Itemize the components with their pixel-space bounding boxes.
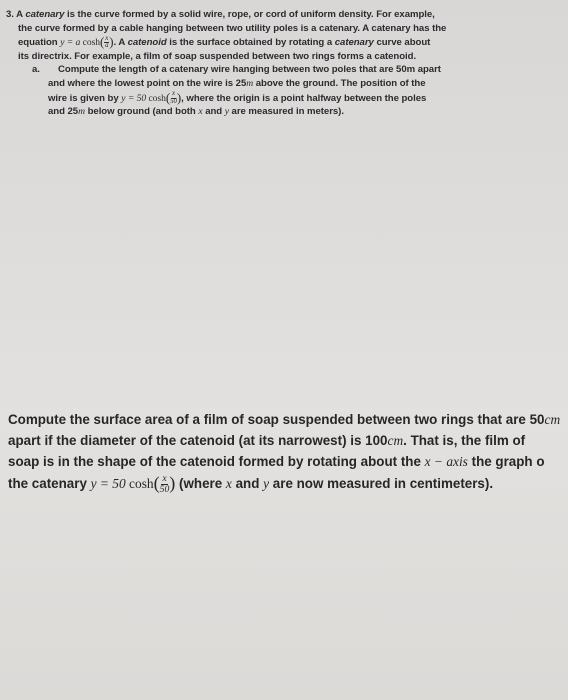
- unit-centimeters: cm: [387, 433, 404, 449]
- part-a-text: Compute the length of a catenary wire hanging between two poles that are 50m apart: [58, 64, 441, 76]
- equation-wire: y = 50: [121, 92, 147, 104]
- part-b-line-3: [8, 451, 568, 472]
- part-b-text: Compute the surface area of a film of soap suspended between two rings that are 50: [8, 412, 545, 427]
- fraction-numerator: x: [171, 89, 175, 97]
- part-b-text: soap is in the shape of the catenoid formed by rotating about the: [8, 454, 425, 470]
- part-a-text: and 25: [48, 106, 79, 118]
- fraction-denominator: a: [105, 42, 109, 50]
- part-a-line-4: [6, 105, 546, 119]
- part-a-label: a.: [32, 64, 40, 76]
- part-a-text: and: [202, 106, 225, 118]
- cosh-function: cosh: [80, 37, 101, 49]
- intro-text: curve about: [373, 37, 431, 49]
- unit-meters: m: [246, 77, 254, 89]
- part-b-text: . That is, the film of: [403, 433, 526, 449]
- part-b-text: (where: [175, 475, 226, 491]
- cosh-function: cosh: [125, 475, 154, 491]
- part-b-text: and: [231, 475, 264, 491]
- variable-y: y: [224, 106, 229, 118]
- variable-x: x: [225, 475, 232, 491]
- part-a-line-1: [6, 63, 546, 77]
- x-axis-term: x − axis: [424, 454, 468, 470]
- intro-text: A: [16, 9, 26, 20]
- part-a-text: below ground (and both: [84, 106, 199, 118]
- part-b-line-1: [8, 409, 568, 430]
- intro-text: is the curve formed by a solid wire, rope, or cord of uniform density. For example,: [64, 9, 435, 20]
- problem-number: 3.: [6, 9, 14, 20]
- fraction-denominator: 50: [170, 97, 177, 105]
- part-a-text: wire is given by: [48, 92, 122, 104]
- part-b-text: are now measured in centimeters).: [269, 475, 494, 491]
- fraction-numerator: x: [105, 34, 109, 42]
- problem-3-part-b: [8, 409, 568, 494]
- part-a-line-2: [6, 77, 546, 91]
- part-b-text: apart if the diameter of the catenoid (at its narrowest) is 100: [8, 433, 388, 449]
- part-a-text: , where the origin is a point halfway between the poles: [181, 92, 427, 104]
- equation-catenary: y = a: [60, 37, 81, 49]
- term-catenoid: catenoid: [127, 37, 167, 49]
- fraction-x-over-50: [160, 474, 170, 493]
- unit-meters: m: [78, 106, 85, 118]
- part-b-text: the graph o: [467, 454, 545, 470]
- intro-text: equation: [18, 37, 61, 49]
- part-a-text: and where the lowest point on the wire is 25: [48, 77, 247, 89]
- equation-catenary-cm: y = 50: [90, 475, 126, 491]
- term-catenary: catenary: [334, 37, 374, 49]
- cosh-function: cosh: [146, 92, 166, 104]
- term-catenary: catenary: [25, 9, 65, 20]
- fraction-numerator: x: [162, 473, 167, 485]
- part-b-line-4: the catenary y = 50 cosh( $\frac{x}{50}$ ) (where x and y are now measured in centimeters).: [8, 472, 494, 495]
- unit-centimeters: cm: [544, 412, 561, 427]
- part-b-line-2: [8, 430, 568, 451]
- intro-line-3: equation y = a cosh( $\frac{x}{a}$ ). A catenoid is the surface obtained by rotating a catenary curve about: [18, 34, 431, 50]
- problem-3: [6, 8, 546, 119]
- part-a-text: above the ground. The position of the: [253, 77, 426, 89]
- variable-x: x: [198, 106, 203, 118]
- intro-line-4: its directrix. For example, a film of soap suspended between two rings forms a catenoid.: [18, 50, 417, 62]
- fraction-x-over-50: [170, 91, 177, 105]
- part-b-text: the catenary: [8, 475, 91, 491]
- fraction-denominator: 50: [159, 483, 170, 495]
- variable-y: y: [263, 475, 270, 491]
- intro-line-2: the curve formed by a cable hanging between two utility poles is a catenary. A catenary has the: [18, 22, 447, 34]
- part-a-line-3: wire is given by y = 50 cosh( $\frac{x}{50}$ ), where the origin is a point halfway between the poles: [48, 89, 427, 105]
- intro-text: . A: [113, 37, 128, 49]
- intro-text: is the surface obtained by rotating a: [166, 37, 335, 49]
- part-a-text: are measured in meters).: [228, 106, 344, 118]
- intro-line-1: [6, 8, 546, 22]
